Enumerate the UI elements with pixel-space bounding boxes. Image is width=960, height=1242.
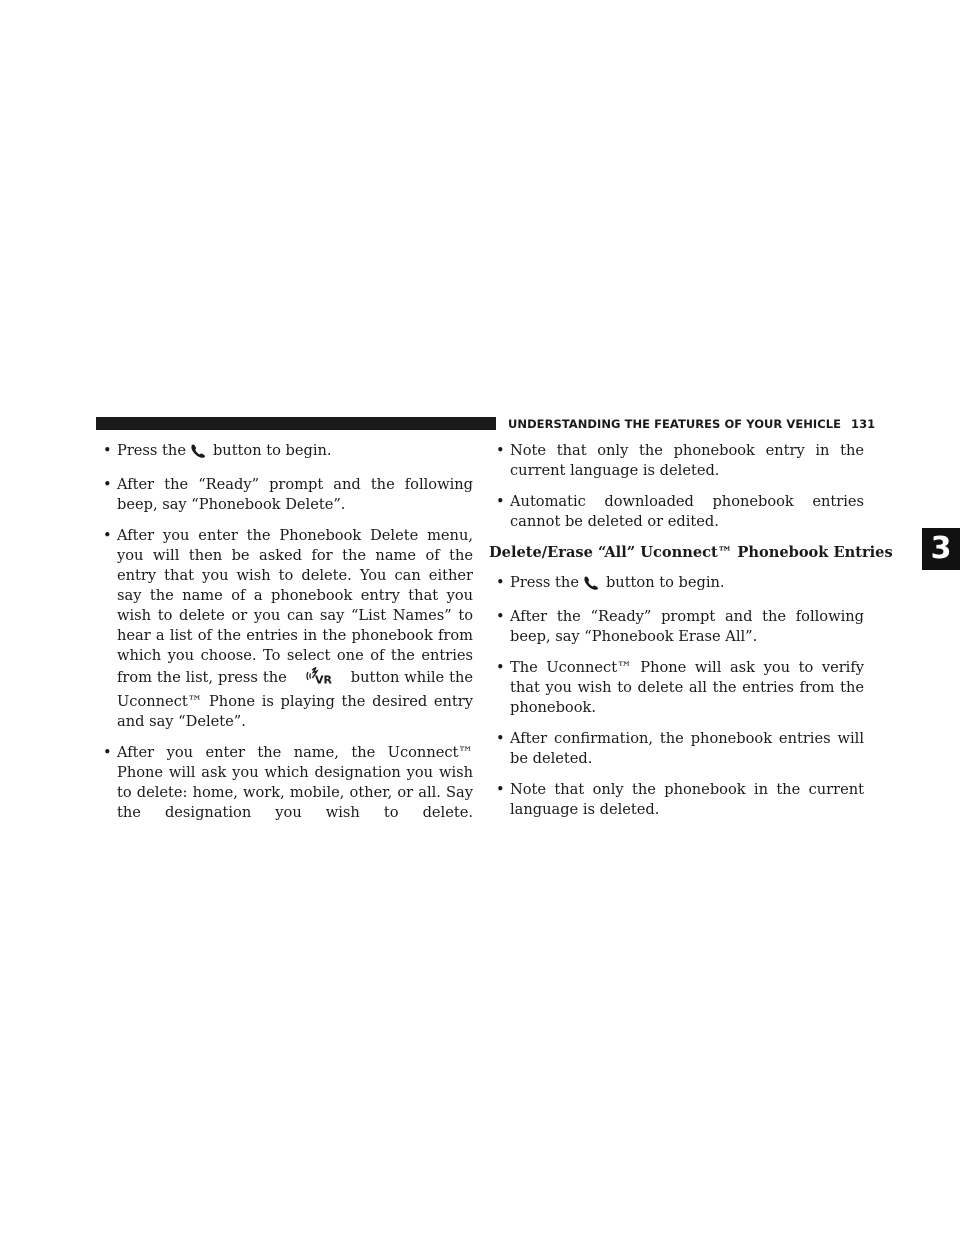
chapter-tab[interactable]: 3 (922, 528, 960, 570)
voice-recognition-icon (303, 666, 337, 692)
item-text-post: button to begin. (212, 442, 332, 459)
bullet-dot: • (496, 442, 505, 459)
section-heading: Delete/Erase “All” Uconnect™ Phonebook Entries (489, 544, 893, 561)
list-item (96, 441, 473, 464)
item-text: After the “Ready” prompt and the following beep, say “Phonebook Erase All”. (510, 608, 864, 645)
phone-icon (190, 444, 206, 464)
header-rule (96, 417, 496, 430)
bullet-dot: • (103, 442, 112, 459)
bullet-dot: • (496, 730, 505, 747)
item-text: After the “Ready” prompt and the following beep, say “Phonebook Delete”. (117, 476, 473, 513)
bullet-dot: • (496, 608, 505, 625)
item-text-pre: Press the (510, 574, 579, 591)
item-text: The Uconnect™ Phone will ask you to verify that you wish to delete all the entries from the phonebook. (510, 659, 864, 716)
right-bullet-list-bottom (489, 573, 864, 820)
svg-text:VR: VR (314, 673, 332, 686)
list-item (489, 780, 864, 820)
list-item (489, 441, 864, 481)
list-item (96, 526, 473, 732)
bullet-dot: • (103, 744, 112, 761)
bullet-dot: • (103, 527, 112, 544)
bullet-dot: • (496, 659, 505, 676)
list-item (96, 475, 473, 515)
list-item (489, 607, 864, 647)
item-text-post: button while the Uconnect™ Phone is playing the desired entry and say “Delete”. (117, 669, 473, 730)
item-text-pre: After you enter the Phonebook Delete menu, you will then be asked for the name of the entry that you wish to delete. You can either say the name of a phonebook entry that you wish to delete or you can say “List Names” to hear a list of the entries in the phonebook from which you choose. To select one of the entries from the list, press the (117, 527, 473, 686)
bullet-dot: • (496, 493, 505, 510)
section-title: UNDERSTANDING THE FEATURES OF YOUR VEHICLE (508, 417, 842, 431)
running-header (508, 417, 875, 431)
item-text: After confirmation, the phonebook entries will be deleted. (510, 730, 864, 767)
right-column (489, 441, 893, 831)
list-item (96, 743, 473, 823)
list-item (489, 658, 864, 718)
item-text: Note that only the phonebook in the current language is deleted. (510, 781, 864, 818)
bullet-dot: • (496, 781, 505, 798)
left-column (96, 441, 473, 834)
item-text: Automatic downloaded phonebook entries cannot be deleted or edited. (510, 493, 864, 530)
list-item (489, 573, 864, 596)
bullet-dot: • (496, 574, 505, 591)
item-text-pre: Press the (117, 442, 186, 459)
item-text: Note that only the phonebook entry in the current language is deleted. (510, 442, 864, 479)
list-item (489, 729, 864, 769)
phone-icon (583, 576, 599, 596)
item-text-post: button to begin. (605, 574, 725, 591)
list-item (489, 492, 864, 532)
right-bullet-list-top (489, 441, 864, 532)
bullet-dot: • (103, 476, 112, 493)
page-number: 131 (851, 417, 876, 431)
item-text: After you enter the name, the Uconnect™ Phone will ask you which designation you wish to delete: home, work, mobile, other, or all. Say the designation you wish to delete. (117, 744, 473, 821)
left-bullet-list (96, 441, 473, 823)
